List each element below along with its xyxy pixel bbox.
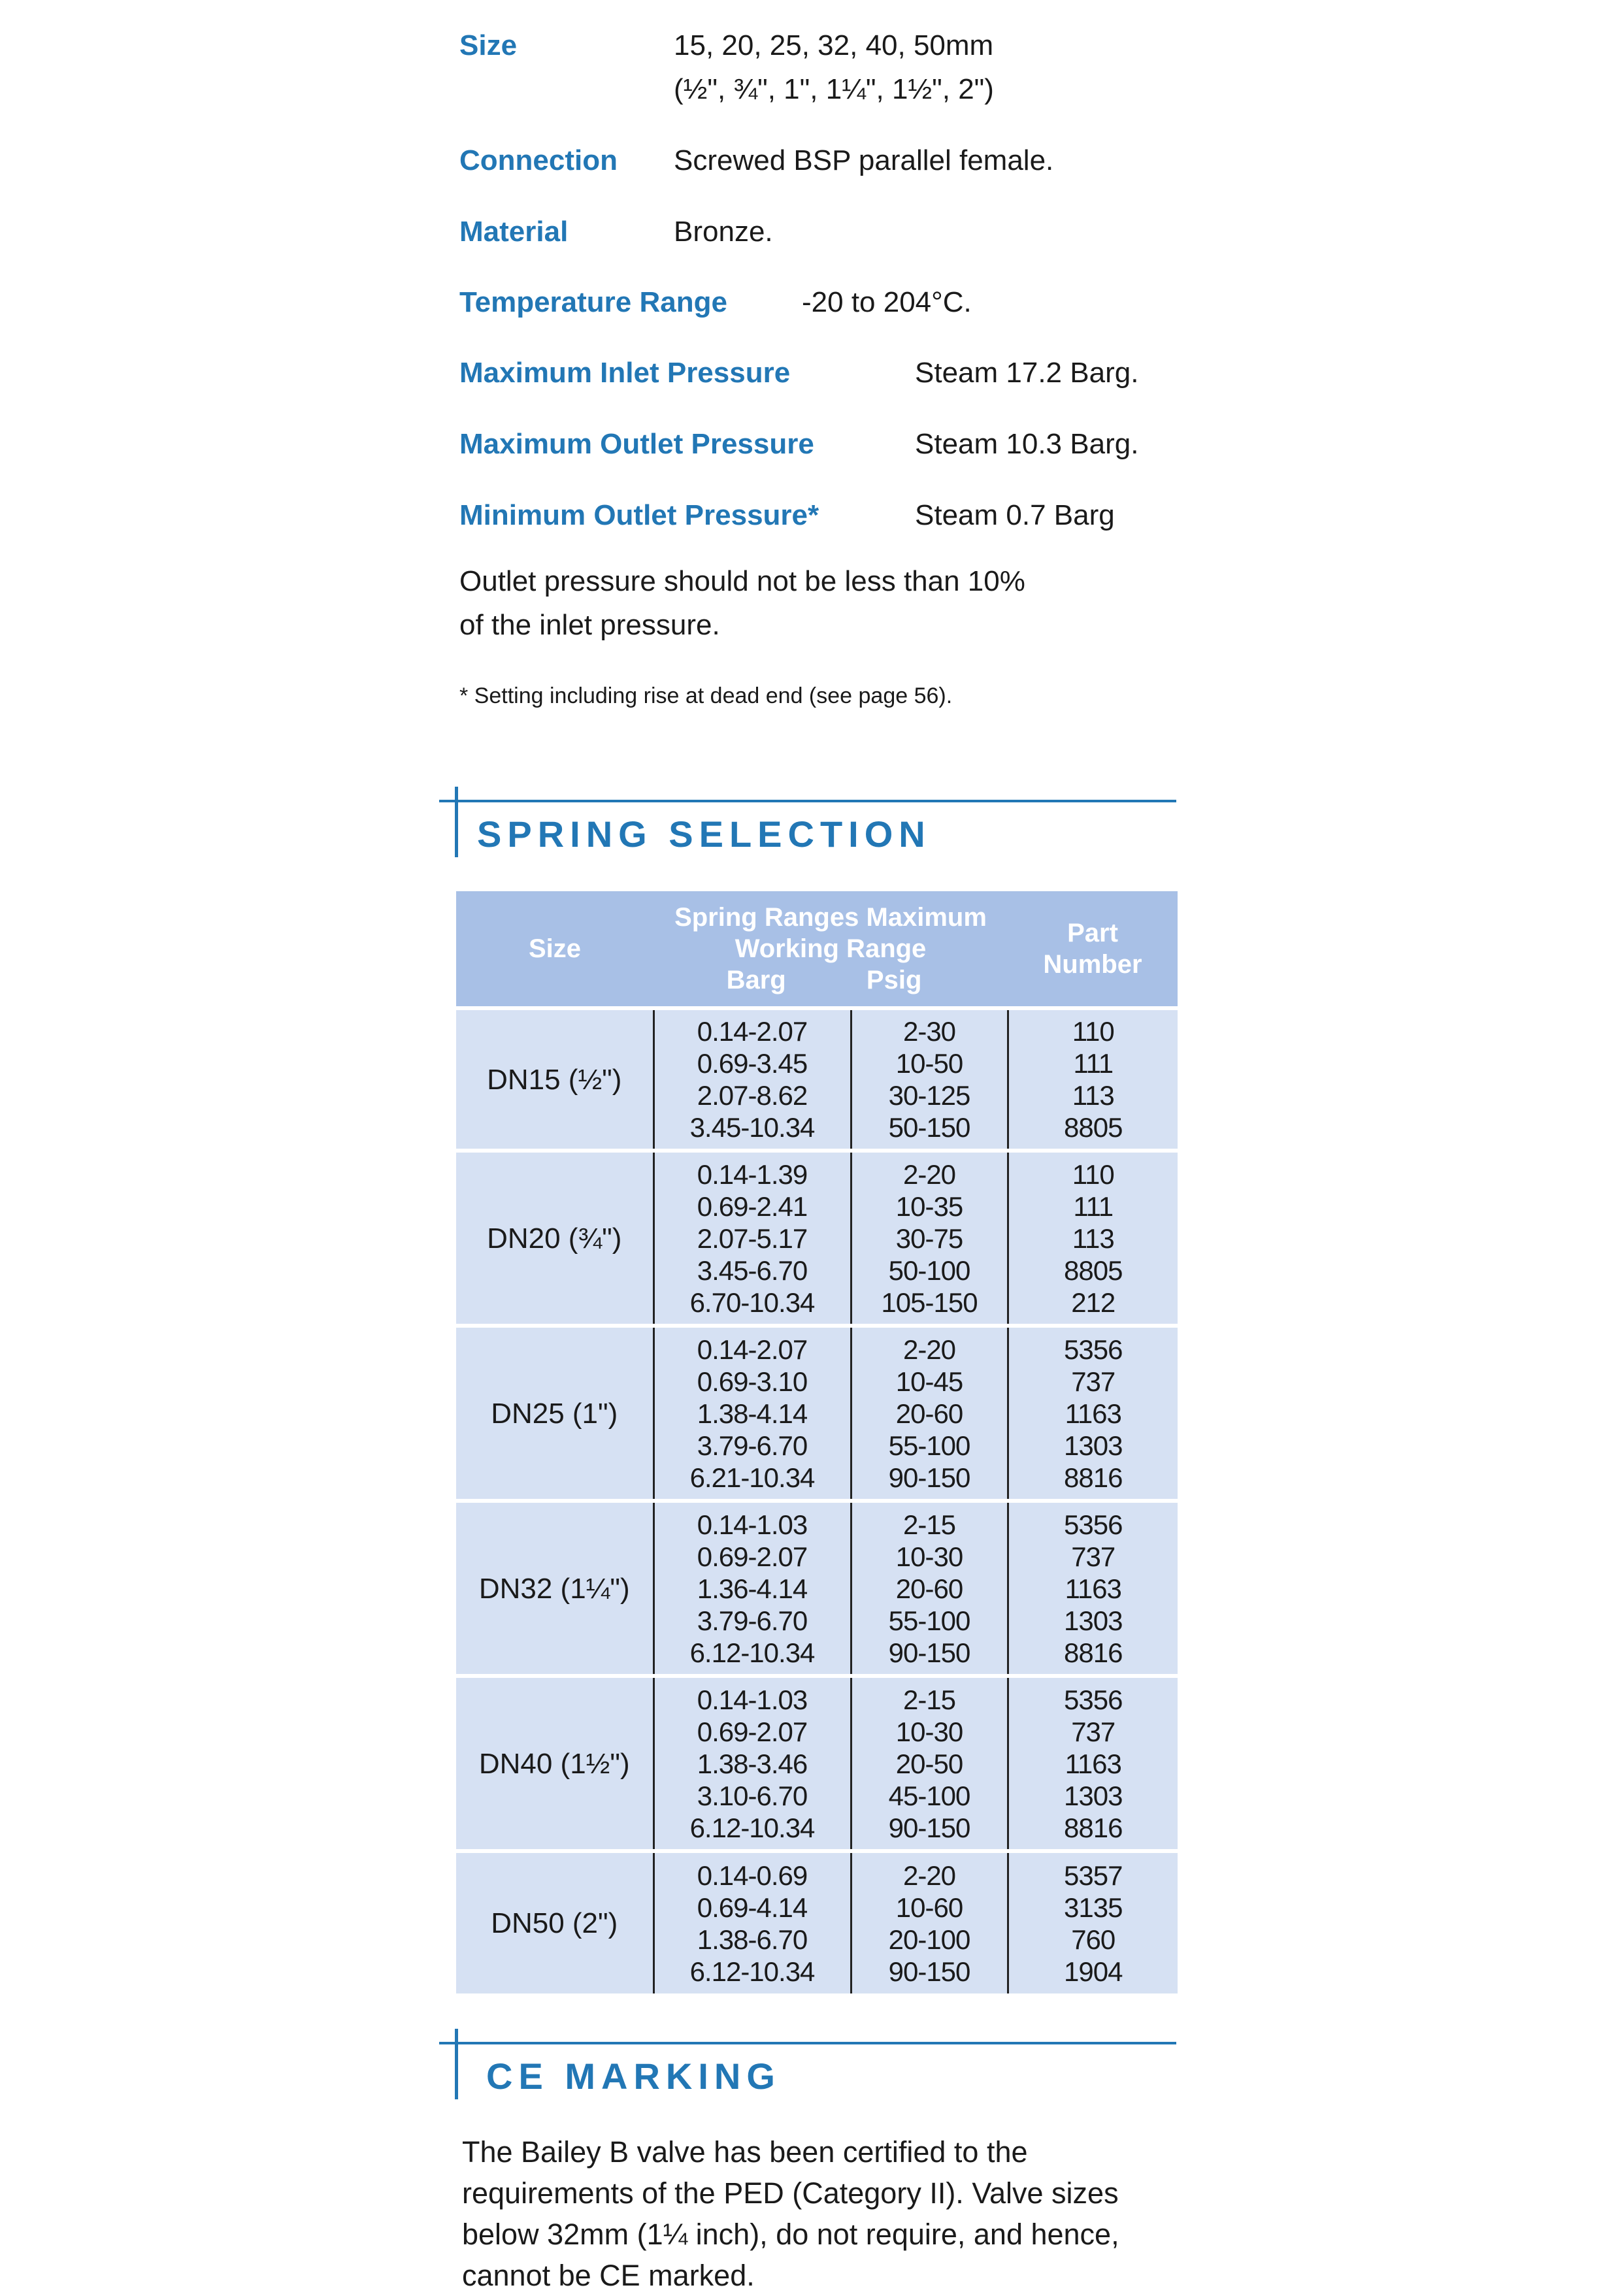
- spring-section-tick: [455, 787, 458, 857]
- barg-value: 0.69-2.41: [697, 1190, 808, 1222]
- psig-value: 105-150: [881, 1287, 978, 1318]
- spec-size-label: Size: [459, 29, 518, 61]
- header-barg: Barg: [726, 966, 786, 994]
- table-header-row: [456, 891, 1178, 1008]
- header-part-line-2: Number: [1043, 950, 1142, 979]
- psig-value: 55-100: [888, 1430, 970, 1461]
- spec-max-inlet-label: Maximum Inlet Pressure: [459, 357, 791, 389]
- spec-material-value: Bronze.: [674, 216, 773, 248]
- part-number-value: 212: [1071, 1287, 1116, 1318]
- barg-value: 6.70-10.34: [689, 1287, 815, 1318]
- psig-value: 20-60: [895, 1398, 963, 1429]
- barg-value: 6.12-10.34: [689, 1637, 815, 1668]
- barg-value: 1.36-4.14: [697, 1573, 808, 1604]
- psig-value: 90-150: [888, 1462, 970, 1493]
- spec-min-outlet-label: Minimum Outlet Pressure*: [459, 499, 819, 531]
- part-number-value: 760: [1071, 1924, 1116, 1955]
- size-cell: DN25 (1"): [456, 1326, 653, 1501]
- header-size: Size: [456, 891, 653, 1008]
- spec-temperature-label: Temperature Range: [459, 286, 727, 318]
- part-number-cell: [1008, 1151, 1178, 1326]
- psig-value: 2-20: [902, 1334, 956, 1365]
- part-number-value: 110: [1072, 1158, 1114, 1190]
- psig-value: 90-150: [888, 1637, 970, 1668]
- barg-cell: [653, 1851, 851, 1993]
- barg-value: 0.69-4.14: [697, 1892, 808, 1923]
- outlet-pressure-note: [459, 559, 1025, 647]
- spec-max-outlet-label: Maximum Outlet Pressure: [459, 428, 814, 460]
- psig-value: 50-100: [888, 1255, 970, 1286]
- spec-min-outlet-value: Steam 0.7 Barg: [915, 499, 1115, 531]
- outlet-note-line-2: of the inlet pressure.: [459, 609, 720, 641]
- barg-cell: [653, 1151, 851, 1326]
- psig-value: 2-15: [902, 1509, 956, 1540]
- psig-value: 10-30: [895, 1716, 963, 1747]
- ce-text-line-3: below 32mm (1¼ inch), do not require, and hence,: [462, 2218, 1119, 2251]
- psig-value: 10-60: [895, 1892, 963, 1923]
- ce-text-line-4: cannot be CE marked.: [462, 2259, 755, 2292]
- barg-value: 2.07-8.62: [697, 1080, 808, 1111]
- part-number-value: 8805: [1064, 1112, 1123, 1143]
- barg-value: 0.14-2.07: [697, 1334, 808, 1365]
- spring-section-rule: [439, 800, 1176, 802]
- part-number-value: 5356: [1064, 1509, 1123, 1540]
- spec-size-value: 15, 20, 25, 32, 40, 50mm: [674, 29, 994, 61]
- spec-size-value-imperial: (½", ¾", 1", 1¼", 1½", 2"): [674, 73, 994, 105]
- barg-cell: [653, 1008, 851, 1151]
- barg-value: 1.38-6.70: [697, 1924, 808, 1955]
- barg-value: 0.14-1.03: [697, 1509, 808, 1540]
- barg-value: 1.38-3.46: [697, 1748, 808, 1779]
- psig-value: 55-100: [888, 1605, 970, 1636]
- spec-max-inlet-value: Steam 17.2 Barg.: [915, 357, 1139, 389]
- header-psig: Psig: [866, 966, 922, 994]
- ce-text-line-2: requirements of the PED (Category II). Valve sizes: [462, 2176, 1119, 2210]
- part-number-value: 1163: [1065, 1398, 1121, 1429]
- part-number-value: 110: [1072, 1016, 1114, 1047]
- spring-section-title: SPRING SELECTION: [477, 813, 931, 855]
- part-number-value: 1303: [1064, 1605, 1123, 1636]
- psig-cell: [851, 1501, 1008, 1676]
- part-number-value: 8816: [1064, 1637, 1123, 1668]
- ce-section-title: CE MARKING: [486, 2056, 781, 2097]
- spec-max-outlet-value: Steam 10.3 Barg.: [915, 428, 1139, 460]
- part-number-value: 111: [1073, 1190, 1114, 1222]
- part-number-value: 737: [1071, 1541, 1116, 1572]
- part-number-value: 1303: [1064, 1430, 1123, 1461]
- psig-value: 2-15: [902, 1684, 956, 1715]
- part-number-value: 5357: [1064, 1860, 1123, 1891]
- size-cell: DN40 (1½"): [456, 1676, 653, 1851]
- psig-value: 10-45: [895, 1366, 963, 1397]
- barg-value: 3.10-6.70: [697, 1780, 808, 1811]
- barg-value: 3.45-6.70: [697, 1255, 808, 1286]
- barg-value: 0.14-1.39: [697, 1158, 808, 1190]
- part-number-cell: [1008, 1676, 1178, 1851]
- table-row: [456, 1851, 1178, 1993]
- part-number-value: 737: [1071, 1716, 1116, 1747]
- barg-value: 1.38-4.14: [697, 1398, 808, 1429]
- psig-value: 2-20: [902, 1158, 956, 1190]
- barg-value: 6.21-10.34: [689, 1462, 815, 1493]
- psig-value: 2-30: [902, 1016, 956, 1047]
- psig-value: 10-30: [895, 1541, 963, 1572]
- part-number-cell: [1008, 1851, 1178, 1993]
- ce-text-line-1: The Bailey B valve has been certified to the: [462, 2135, 1028, 2169]
- part-number-value: 5356: [1064, 1334, 1123, 1365]
- psig-value: 30-75: [895, 1222, 963, 1254]
- spec-temperature-value: -20 to 204°C.: [802, 286, 972, 318]
- spec-connection-value: Screwed BSP parallel female.: [674, 144, 1054, 176]
- part-number-value: 737: [1071, 1366, 1116, 1397]
- dead-end-footnote: * Setting including rise at dead end (see page 56).: [459, 683, 953, 708]
- part-number-cell: [1008, 1326, 1178, 1501]
- header-ranges-line-1: Spring Ranges Maximum: [674, 903, 987, 932]
- part-number-value: 3135: [1064, 1892, 1123, 1923]
- part-number-value: 1163: [1065, 1748, 1121, 1779]
- barg-value: 0.69-2.07: [697, 1541, 808, 1572]
- psig-cell: [851, 1851, 1008, 1993]
- header-spring-ranges: [653, 891, 1008, 1008]
- ce-section-tick: [455, 2029, 458, 2099]
- psig-value: 20-50: [895, 1748, 963, 1779]
- spec-connection-label: Connection: [459, 144, 618, 176]
- psig-value: 20-100: [888, 1924, 970, 1955]
- part-number-value: 1163: [1065, 1573, 1121, 1604]
- barg-value: 0.14-1.03: [697, 1684, 808, 1715]
- barg-cell: [653, 1326, 851, 1501]
- psig-value: 2-20: [902, 1860, 956, 1891]
- size-cell: DN32 (1¼"): [456, 1501, 653, 1676]
- barg-value: 3.79-6.70: [697, 1605, 808, 1636]
- part-number-value: 1303: [1064, 1780, 1123, 1811]
- psig-value: 10-35: [895, 1190, 963, 1222]
- barg-value: 0.14-0.69: [697, 1860, 808, 1891]
- part-number-value: 113: [1072, 1080, 1114, 1111]
- part-number-value: 8805: [1064, 1255, 1123, 1286]
- barg-value: 0.69-2.07: [697, 1716, 808, 1747]
- table-row: [456, 1501, 1178, 1676]
- part-number-value: 8816: [1064, 1812, 1123, 1843]
- psig-value: 90-150: [888, 1956, 970, 1987]
- header-part-line-1: Part: [1067, 919, 1118, 947]
- table-row: [456, 1326, 1178, 1501]
- part-number-cell: [1008, 1501, 1178, 1676]
- size-cell: DN50 (2"): [456, 1851, 653, 1993]
- table-row: [456, 1008, 1178, 1151]
- part-number-value: 8816: [1064, 1462, 1123, 1493]
- barg-value: 3.45-10.34: [689, 1112, 815, 1143]
- psig-value: 20-60: [895, 1573, 963, 1604]
- barg-value: 0.69-3.45: [697, 1048, 808, 1079]
- barg-value: 0.14-2.07: [697, 1016, 808, 1047]
- outlet-note-line-1: Outlet pressure should not be less than 10%: [459, 565, 1025, 597]
- psig-value: 10-50: [895, 1048, 963, 1079]
- size-cell: DN15 (½"): [456, 1008, 653, 1151]
- header-part-number: [1008, 891, 1178, 1008]
- barg-value: 0.69-3.10: [697, 1366, 808, 1397]
- barg-value: 2.07-5.17: [697, 1222, 808, 1254]
- ce-section-rule: [439, 2042, 1176, 2044]
- barg-value: 6.12-10.34: [689, 1956, 815, 1987]
- psig-cell: [851, 1326, 1008, 1501]
- part-number-value: 5356: [1064, 1684, 1123, 1715]
- barg-value: 3.79-6.70: [697, 1430, 808, 1461]
- psig-value: 50-150: [888, 1112, 970, 1143]
- psig-cell: [851, 1676, 1008, 1851]
- spec-material-label: Material: [459, 216, 569, 248]
- psig-cell: [851, 1151, 1008, 1326]
- psig-value: 30-125: [888, 1080, 970, 1111]
- ce-marking-text: [462, 2131, 1119, 2296]
- part-number-value: 111: [1073, 1048, 1114, 1079]
- header-ranges-line-2: Working Range: [735, 934, 927, 963]
- part-number-value: 113: [1072, 1222, 1114, 1254]
- table-row: [456, 1676, 1178, 1851]
- size-cell: DN20 (¾"): [456, 1151, 653, 1326]
- psig-value: 45-100: [888, 1780, 970, 1811]
- spring-selection-table: [456, 891, 1178, 1993]
- psig-cell: [851, 1008, 1008, 1151]
- barg-cell: [653, 1501, 851, 1676]
- barg-value: 6.12-10.34: [689, 1812, 815, 1843]
- part-number-value: 1904: [1064, 1956, 1123, 1987]
- part-number-cell: [1008, 1008, 1178, 1151]
- barg-cell: [653, 1676, 851, 1851]
- table-row: [456, 1151, 1178, 1326]
- psig-value: 90-150: [888, 1812, 970, 1843]
